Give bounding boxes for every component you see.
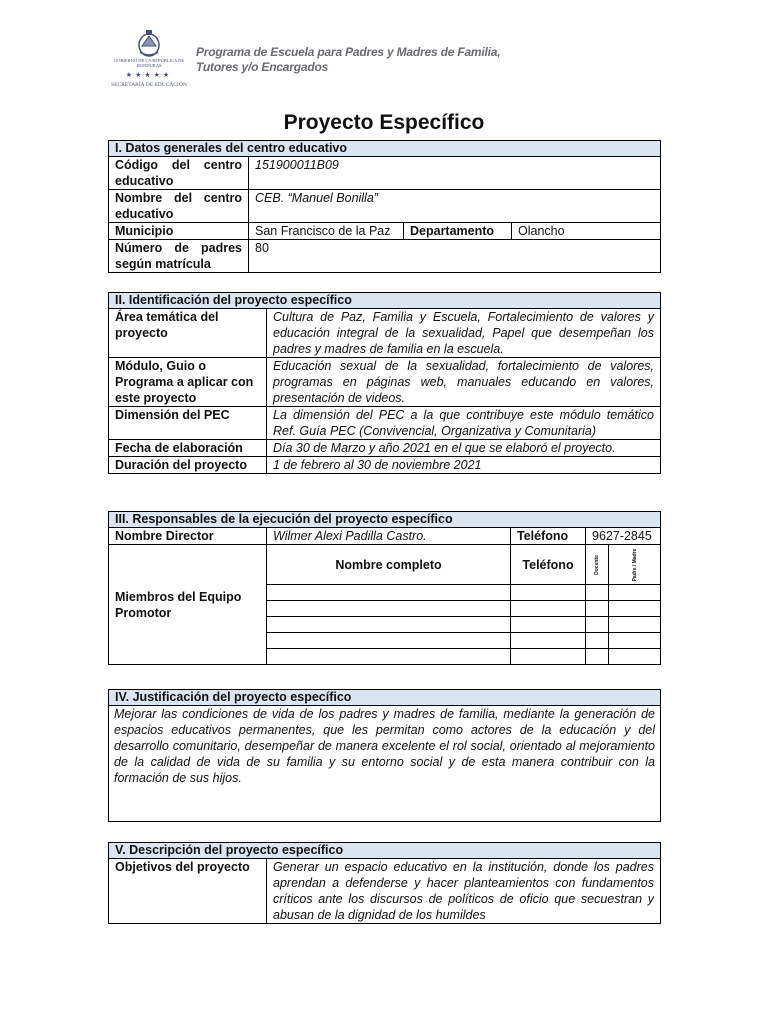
col-docente-header [586,545,609,585]
objetivos-text: Generar un espacio educativo en la institución, donde los padres aprendan a defenderse y hacer planteamientos con fundamentos críticos ante los discursos de políticos de oficio que secuestran y abusan de la dignidad de los humildes [273,860,654,922]
member-padre-cell [609,633,661,649]
objetivos-label: Objetivos del proyecto [109,859,267,924]
member-padre-cell [609,601,661,617]
objetivos-value [267,859,661,924]
section-1-table [108,140,661,273]
program-title [196,45,500,75]
municipio-value: San Francisco de la Paz [249,223,404,240]
member-name-cell [267,601,511,617]
nombre-centro-label: Nombre del centro educativo [109,190,249,223]
member-phone-cell [511,601,586,617]
logo-government-text: GOBIERNO DE LA REPÚBLICA DE HONDURAS [113,58,185,68]
padres-label: Número de padres según matrícula [109,240,249,273]
departamento-value: Olancho [512,223,661,240]
section-2-table [108,292,661,474]
nombre-centro-value: CEB. “Manuel Bonilla” [249,190,661,223]
program-line-2: Tutores y/o Encargados [196,60,329,74]
section-1-heading: I. Datos generales del centro educativo [109,141,661,157]
col-nombre-header: Nombre completo [267,545,511,585]
member-padre-cell [609,617,661,633]
page-title: Proyecto Específico [283,111,485,134]
modulo-label: Módulo, Guio o Programa a aplicar con este proyecto [109,358,267,407]
director-value: Wilmer Alexi Padilla Castro. [267,528,511,545]
modulo-value: Educación sexual de la sexualidad, fortalecimiento de valores, programas en páginas web, manuales educando en valores, presentación de videos. [267,358,661,407]
codigo-value: 151900011B09 [249,157,661,190]
member-name-cell [267,649,511,665]
codigo-label: Código del centro educativo [109,157,249,190]
section-3-table [108,511,661,665]
duracion-value: 1 de febrero al 30 de noviembre 2021 [267,457,661,474]
section-2-heading: II. Identificación del proyecto específico [109,293,661,309]
member-phone-cell [511,617,586,633]
logo-ministry-text: SECRETARÍA DE EDUCACIÓN [111,82,187,88]
col-docente-text: Docente [594,554,600,575]
member-docente-cell [586,617,609,633]
section-5-heading: V. Descripción del proyecto específico [109,843,661,859]
justificacion-text: Mejorar las condiciones de vida de los padres y madres de familia, mediante la generación de espacios educativos permanentes, que les permitan como actores de la educación y del desarrollo comunitario, desempeñar de manera excelente el rol social, orientado al mejoramiento de la calidad de vida de su familia y su entorno social y de esta manera contribuir con la formación de sus hijos. [109,706,661,822]
col-telefono-header: Teléfono [511,545,586,585]
miembros-label: Miembros del Equipo Promotor [109,545,267,665]
section-5-table [108,842,661,924]
director-phone-label: Teléfono [511,528,586,545]
ministry-logo [108,28,190,94]
program-line-1: Programa de Escuela para Padres y Madres de Familia, [196,45,501,59]
page-header [108,28,668,98]
member-name-cell [267,633,511,649]
col-padre-text: Padre / Madre [631,548,638,581]
dimension-value: La dimensión del PEC a la que contribuye este módulo temático Ref. Guía PEC (Convivencial, Organizativa y Comunitaria) [267,407,661,440]
member-phone-cell [511,585,586,601]
section-3-heading: III. Responsables de la ejecución del proyecto específico [109,512,661,528]
member-name-cell [267,585,511,601]
member-phone-cell [511,633,586,649]
departamento-label: Departamento [404,223,512,240]
fecha-value: Día 30 de Marzo y año 2021 en el que se elaboró el proyecto. [267,440,661,457]
padres-value: 80 [249,240,661,273]
member-docente-cell [586,601,609,617]
municipio-label: Municipio [109,223,249,240]
director-label: Nombre Director [109,528,267,545]
member-padre-cell [609,585,661,601]
member-phone-cell [511,649,586,665]
member-name-cell [267,617,511,633]
member-docente-cell [586,585,609,601]
area-value: Cultura de Paz, Familia y Escuela, Fortalecimiento de valores y educación integral de la sexualidad, Papel que desempeñan los padres y madres de familia en la escuela. [267,309,661,358]
coat-of-arms-icon [134,28,164,58]
director-phone-value: 9627-2845 [586,528,661,545]
fecha-label: Fecha de elaboración [109,440,267,457]
area-label: Área temática del proyecto [109,309,267,358]
member-padre-cell [609,649,661,665]
member-docente-cell [586,649,609,665]
col-padre-header [609,545,661,585]
section-4-heading: IV. Justificación del proyecto específico [109,690,661,706]
member-docente-cell [586,633,609,649]
logo-stars: ★★★★★ [125,72,173,79]
dimension-label: Dimensión del PEC [109,407,267,440]
section-4-table [108,689,661,822]
duracion-label: Duración del proyecto [109,457,267,474]
